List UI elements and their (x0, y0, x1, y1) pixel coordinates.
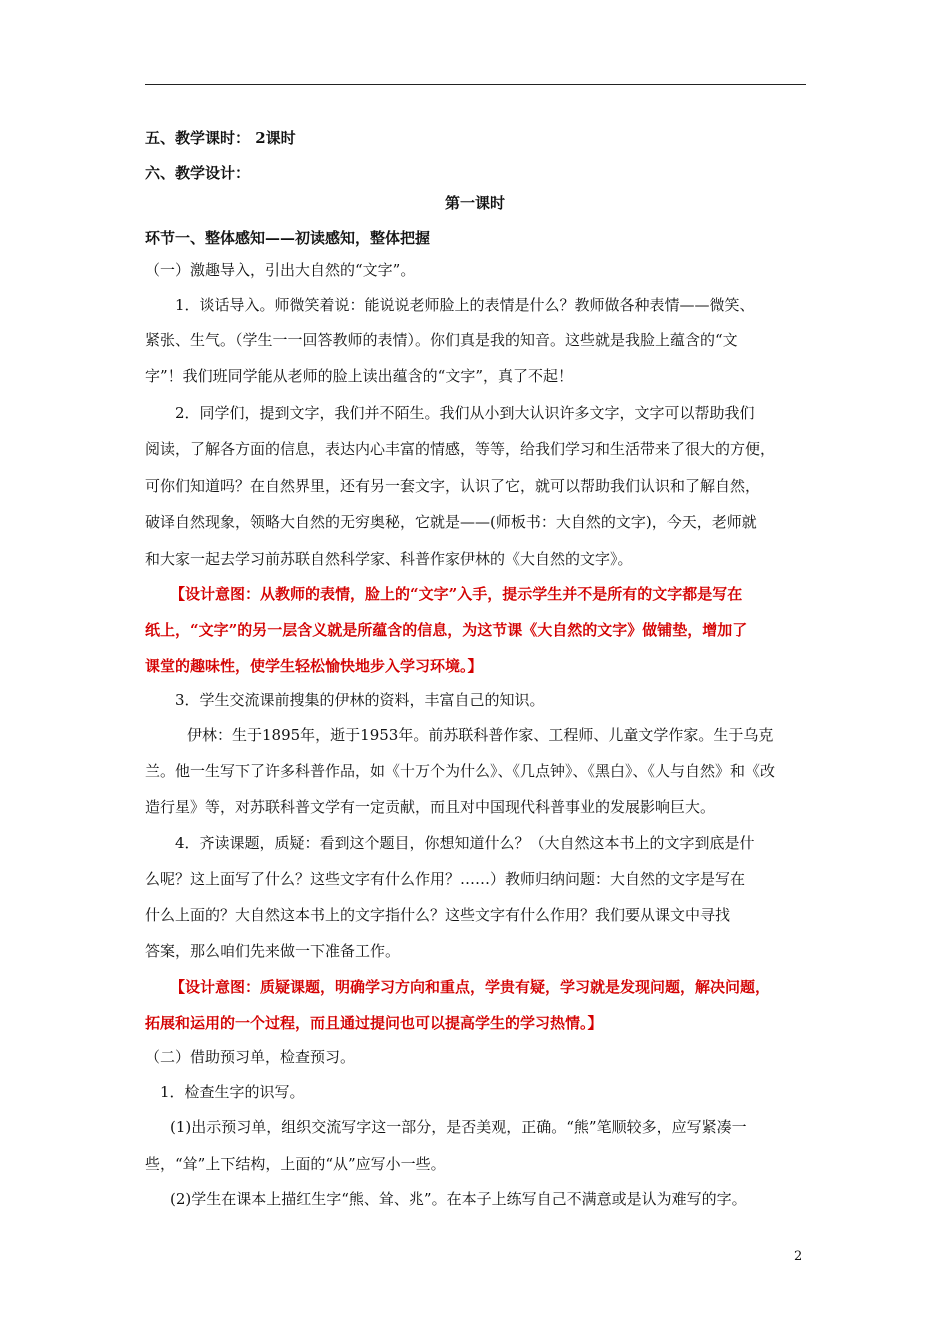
text-line: 1．检查生字的识写。 (160, 1083, 305, 1101)
text-line: 2．同学们，提到文字，我们并不陌生。我们从小到大认识许多文字，文字可以帮助我们 (175, 404, 755, 422)
text-line: 伊林：生于1895年，逝于1953年。前苏联科普作家、工程师、儿童文学作家。生于乌克 (187, 726, 774, 744)
heading-line: 环节一、整体感知——初读感知，整体把握 (145, 229, 431, 247)
page-number: 2 (794, 1249, 803, 1264)
heading-line: 六、教学设计： (145, 164, 251, 182)
text-line: 破译自然现象，领略大自然的无穷奥秘，它就是——(师板书：大自然的文字)，今天，老师就 (145, 513, 757, 531)
text-line: (1)出示预习单，组织交流写字这一部分，是否美观，正确。“熊”笔顺较多，应写紧凑一 (170, 1118, 747, 1136)
text-line: 什么上面的？大自然这本书上的文字指什么？这些文字有什么作用？我们要从课文中寻找 (145, 906, 731, 924)
text-line: 可你们知道吗？在自然界里，还有另一套文字，认识了它，就可以帮助我们认识和了解自然， (145, 477, 761, 495)
text-line: 1．谈话导入。师微笑着说：能说说老师脸上的表情是什么？教师做各种表情——微笑、 (175, 296, 755, 314)
heading-line: 第一课时 (444, 194, 505, 212)
text-line: 些，“耸”上下结构，上面的“从”应写小一些。 (145, 1155, 446, 1173)
design-intent-line: 【设计意图：质疑课题，明确学习方向和重点，学贵有疑，学习就是发现问题，解决问题， (170, 978, 771, 996)
text-line: （一）激趣导入，引出大自然的“文字”。 (145, 261, 416, 279)
text-line: 么呢？这上面写了什么？这些文字有什么作用？……）教师归纳问题：大自然的文字是写在 (145, 870, 746, 888)
text-line: 和大家一起去学习前苏联自然科学家、科普作家伊林的《大自然的文字》。 (145, 550, 633, 568)
design-intent-line: 纸上，“文字”的另一层含义就是所蕴含的信息，为这节课《大自然的文字》做铺垫，增加了 (145, 621, 748, 639)
heading-line: 五、教学课时： 2课时 (145, 129, 296, 147)
design-intent-line: 课堂的趣味性，使学生轻松愉快地步入学习环境。】 (145, 657, 483, 675)
text-line: 字”！我们班同学能从老师的脸上读出蕴含的“文字”，真了不起！ (145, 367, 574, 385)
design-intent-line: 【设计意图：从教师的表情，脸上的“文字”入手，提示学生并不是所有的文字都是写在 (170, 585, 743, 603)
header-rule (145, 84, 806, 85)
text-line: 答案，那么咱们先来做一下准备工作。 (145, 942, 401, 960)
text-line: 兰。他一生写下了许多科普作品，如《十万个为什么》、《几点钟》、《黑白》、《人与自然》和《改 (145, 762, 776, 780)
text-line: （二）借助预习单，检查预习。 (145, 1048, 356, 1066)
text-line: 3．学生交流课前搜集的伊林的资料，丰富自己的知识。 (175, 691, 545, 709)
text-line: 造行星》等，对苏联科普文学有一定贡献，而且对中国现代科普事业的发展影响巨大。 (145, 798, 716, 816)
text-line: 4．齐读课题，质疑：看到这个题目，你想知道什么？（大自然这本书上的文字到底是什 (175, 834, 755, 852)
text-line: 阅读，了解各方面的信息，表达内心丰富的情感，等等，给我们学习和生活带来了很大的方便， (145, 440, 776, 458)
text-line: 紧张、生气。（学生一一回答教师的表情）。你们真是我的知音。这些就是我脸上蕴含的“文 (145, 331, 738, 349)
design-intent-line: 拓展和运用的一个过程，而且通过提问也可以提高学生的学习热情。】 (145, 1014, 603, 1032)
text-line: (2)学生在课本上描红生字“熊、耸、兆”。在本子上练写自己不满意或是认为难写的字。 (170, 1190, 747, 1208)
